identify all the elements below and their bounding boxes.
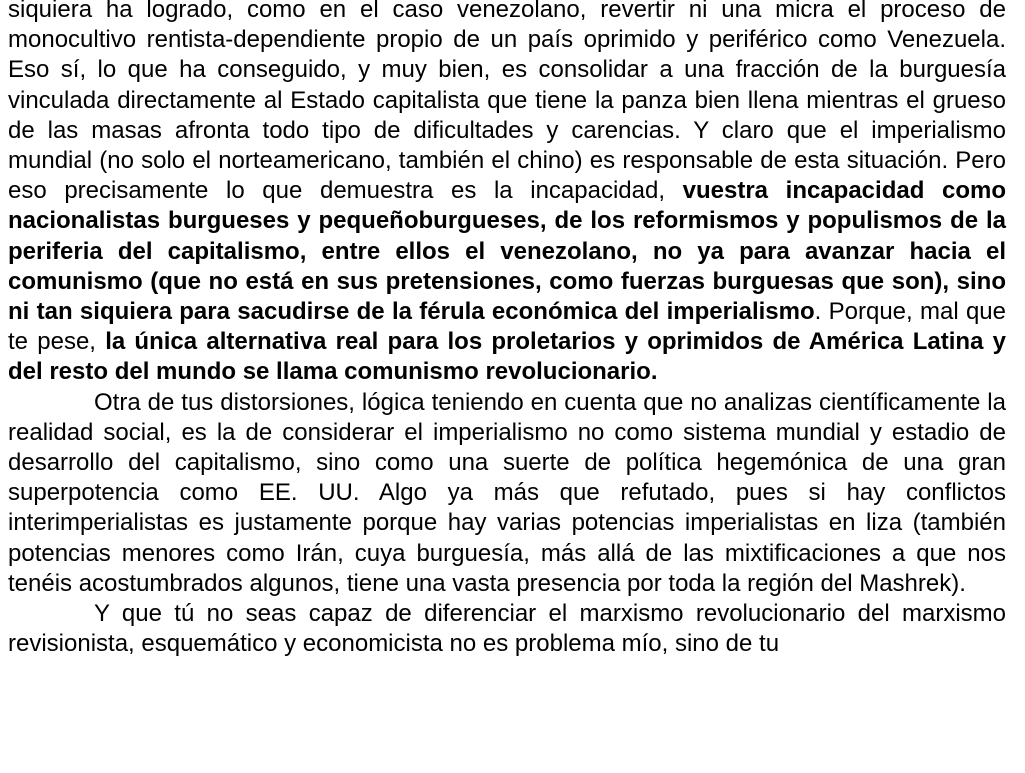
paragraph-1-bold-1: vuestra incapacidad como nacionalistas burgueses y pequeñoburgueses, de los reformismos y populismos de la periferia del capitalismo, entre ellos el venezolano, no ya para avanzar hacia el comunismo (que no está en sus pretensiones, como fuerzas burguesas que son), sino ni tan siquiera para sacudirse de la férula económica del imperialismo: [8, 177, 1006, 326]
paragraph-1-text-2: . Porque, mal que te pese,: [8, 298, 1007, 356]
paragraph-2-text-1: Otra de tus distorsiones, lógica teniendo en cuenta que no analizas científicamente la realidad social, es la de considerar el imperialismo no como sistema mundial y estadio de desarrollo del capitalismo, sino como una suerte de política hegemónica de una gran superpotencia como EE. UU. Algo ya más que refutado, pues si hay conflictos interimperialistas es justamente porque hay varias potencias imperialistas en liza (también potencias menores como Irán, cuya burguesía, más allá de las mixtificaciones a que nos tenéis acostumbrados algunos, tiene una vasta presencia por toda la región del Mashrek).: [8, 388, 1006, 597]
document-page: [8, 0, 1006, 659]
paragraph-2: [8, 388, 1006, 599]
paragraph-1-text-1: siquiera ha logrado, como en el caso venezolano, revertir ni una micra el proceso de monocultivo rentista-dependiente propio de un país oprimido y periférico como Venezuela. Eso sí, lo que ha conseguido, y muy bien, es consolidar a una fracción de la burguesía vinculada directamente al Estado capitalista que tiene la panza bien llena mientras el grueso de las masas afronta todo tipo de dificultades y carencias. Y claro que el imperialismo mundial (no solo el norteamericano, también el chino) es responsable de esta situación. Pero eso precisamente lo que demuestra es la incapacidad,: [8, 0, 1006, 205]
paragraph-1-bold-2: la única alternativa real para los proletarios y oprimidos de América Latina y del resto del mundo se llama comunismo revolucionario.: [8, 328, 1007, 386]
paragraph-1: [8, 0, 1006, 388]
paragraph-3-text-1: Y que tú no seas capaz de diferenciar el marxismo revolucionario del marxismo revisionista, esquemático y economicista no es problema mío, sino de tu: [8, 600, 1006, 658]
paragraph-3: [8, 599, 1006, 659]
